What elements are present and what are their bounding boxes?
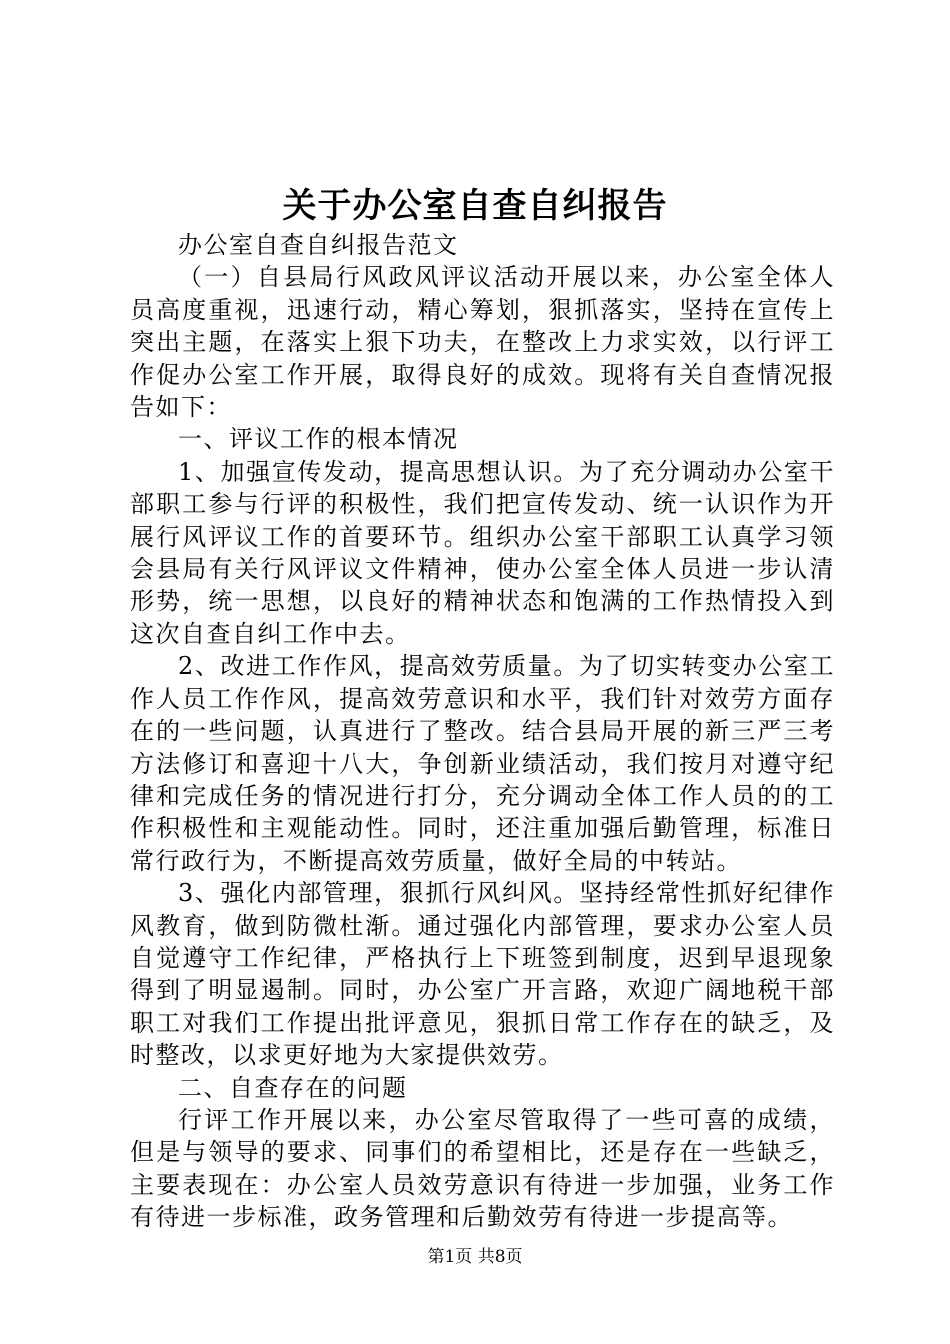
section-heading-2: 二、自查存在的问题 — [178, 1073, 408, 1102]
page-number-footer: 第1页 共8页 — [427, 1247, 523, 1267]
paragraph-subtitle: 办公室自查自纠报告范文 — [178, 231, 459, 259]
paragraph-item-3: 3、强化内部管理，狠抓行风纠风。坚持经常性抓好纪律作风教育，做到防微杜渐。通过强化内部管理，要求办公室人员自觉遵守工作纪律，严格执行上下班签到制度，迟到早退现象得到了明显遏制。同时，办公室广开言路，欢迎广阔地税干部职工对我们工作提出批评意见，狠抓日常工作存在的缺乏，及时整改，以求更好地为大家提供效劳。 — [130, 879, 835, 1070]
document-body — [130, 229, 835, 1234]
section-heading-1: 一、评议工作的根本情况 — [178, 425, 459, 454]
paragraph-item-1: 1、加强宣传发动，提高思想认识。为了充分调动办公室干部职工参与行评的积极性，我们把宣传发动、统一认识作为开展行风评议工作的首要环节。组织办公室干部职工认真学习领会县局有关行风评议文件精神，使办公室全体人员进一步认清形势，统一思想，以良好的精神状态和饱满的工作热情投入到这次自查自纠工作中去。 — [130, 457, 835, 648]
document-title: 关于办公室自查自纠报告 — [282, 186, 668, 226]
paragraph-intro: （一）自县局行风政风评议活动开展以来，办公室全体人员高度重视，迅速行动，精心筹划，狠抓落实，坚持在宣传上突出主题，在落实上狠下功夫，在整改上力求实效，以行评工作促办公室工作开展，取得良好的成效。现将有关自查情况报告如下： — [130, 263, 835, 422]
paragraph-problems: 行评工作开展以来，办公室尽管取得了一些可喜的成绩，但是与领导的要求、同事们的希望相比，还是存在一些缺乏，主要表现在：办公室人员效劳意识有待进一步加强，业务工作有待进一步标准，政务管理和后勤效劳有待进一步提高等。 — [130, 1105, 835, 1232]
paragraph-item-2: 2、改进工作作风，提高效劳质量。为了切实转变办公室工作人员工作作风，提高效劳意识和水平，我们针对效劳方面存在的一些问题，认真进行了整改。结合县局开展的新三严三考方法修订和喜迎十八大，争创新业绩活动，我们按月对遵守纪律和完成任务的情况进行打分，充分调动全体工作人员的的工作积极性和主观能动性。同时，还注重加强后勤管理，标准日常行政行为，不断提高效劳质量，做好全局的中转站。 — [130, 652, 835, 875]
